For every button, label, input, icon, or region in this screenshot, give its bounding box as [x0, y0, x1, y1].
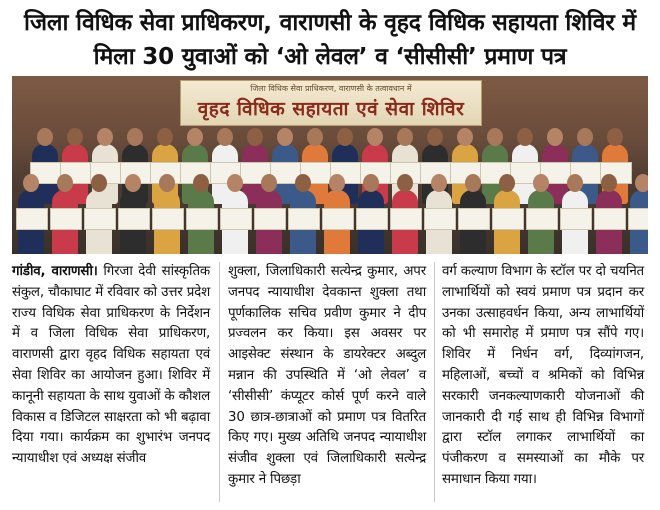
person-head — [91, 174, 107, 192]
person-head — [635, 174, 648, 192]
person-head — [601, 174, 617, 192]
headline-line-1: जिला विधिक सेवा प्राधिकरण, वाराणसी के वृहद विधिक सहायता शिविर में — [24, 10, 636, 36]
person-head — [517, 128, 533, 146]
person-head — [577, 128, 593, 146]
person-head — [307, 128, 323, 146]
certificate — [356, 208, 388, 230]
article-column-2 — [228, 262, 426, 491]
person-head — [193, 174, 209, 192]
person-head — [367, 128, 383, 146]
person-head — [547, 128, 563, 146]
column-3-text: वर्ग कल्याण विभाग के स्टॉल पर दो चयनित लाभार्थियों को स्वयं प्रमाण पत्र प्रदान कर उनका उत्साहवर्धन किया, अन्य लाभार्थियों को भी समारोह में प्रमाण पत्र सौंपे गए। शिविर में निर्धन वर्ग, दिव्यांगजन, महिलाओं, बच्चों व श्रमिकों को विभिन्न सरकारी जनकल्याणकारी योजनाओं की जानकारी दी गई साथ ही विभिन्न विभागों द्वारा स्टॉल लगाकर लाभार्थियों का पंजीकरण व समस्याओं का मौके पर समाधान किया गया। — [442, 264, 644, 487]
person-head — [499, 174, 515, 192]
column-2-text: शुक्ला, जिलाधिकारी सत्येन्द्र कुमार, अपर जनपद न्यायाधीश देवकान्त शुक्ला तथा पूर्णकालिक सचिव प्रवीण कुमार ने दीप प्रज्वलन कर किया। इस अवसर पर आइसेक्ट संस्थान के डायरेक्टर अब्दुल मन्नान की उपस्थिति में ‘ओ लेवल’ व ‘सीसीसी’ कंप्यूटर कोर्स पूर्ण करने वाले 30 छात्र-छात्राओं को प्रमाण पत्र वितरित किए गए। मुख्य अतिथि जनपद न्यायाधीश संजीव शुक्ला एवं जिलाधिकारी सत्येन्द्र कुमार ने पिछड़ा — [228, 264, 426, 487]
person-head — [37, 128, 53, 146]
person-head — [363, 174, 379, 192]
person-head — [431, 174, 447, 192]
certificate — [288, 208, 320, 230]
person-head — [67, 128, 83, 146]
person-head — [125, 174, 141, 192]
person-head — [337, 128, 353, 146]
certificate — [16, 208, 48, 230]
person-head — [57, 174, 73, 192]
certificate — [50, 208, 82, 230]
headline — [8, 6, 652, 74]
person-head — [607, 128, 623, 146]
certificate — [560, 208, 592, 230]
person-head — [127, 128, 143, 146]
article-column-3 — [442, 262, 644, 491]
certificate — [254, 208, 286, 230]
person-head — [97, 128, 113, 146]
certificate — [594, 208, 626, 230]
person-head — [261, 174, 277, 192]
person-head — [247, 128, 263, 146]
dateline: गांडीव, वाराणसी। — [12, 264, 98, 279]
person-head — [23, 174, 39, 192]
person-head — [187, 128, 203, 146]
column-divider — [434, 262, 435, 502]
certificate — [152, 208, 184, 230]
certificate — [458, 208, 490, 230]
person-head — [217, 128, 233, 146]
headline-line-2: मिला 30 युवाओं को ‘ओ लेवल’ व ‘सीसीसी’ प्रमाण पत्र — [93, 44, 567, 70]
column-divider — [219, 262, 220, 502]
person-head — [295, 174, 311, 192]
certificate — [186, 208, 218, 230]
person-head — [329, 174, 345, 192]
certificate — [84, 208, 116, 230]
person-head — [227, 174, 243, 192]
person-head — [427, 128, 443, 146]
banner-subtitle: जिला विधिक सेवा प्राधिकरण, वाराणसी के तत्वावधान में — [250, 84, 412, 93]
person-head — [457, 128, 473, 146]
banner-title: वृहद विधिक सहायता एवं सेवा शिविर — [197, 98, 465, 120]
group-photo — [12, 76, 648, 254]
person-head — [465, 174, 481, 192]
certificate — [526, 208, 558, 230]
person-head — [159, 174, 175, 192]
person-head — [487, 128, 503, 146]
person-head — [397, 128, 413, 146]
certificate — [322, 208, 354, 230]
certificate — [390, 208, 422, 230]
certificate — [118, 208, 150, 230]
column-1-text: गिरजा देवी सांस्कृतिक संकुल, चौकाघाट में रविवार को उत्तर प्रदेश राज्य विधिक सेवा प्राधिकरण के निर्देशन में व जिला विधिक सेवा प्राधिकरण, वाराणसी द्वारा वृहद विधिक सहायता एवं सेवा शिविर का आयोजन हुआ। शिविर में कानूनी सहायता के साथ युवाओं के कौशल विकास व डिजिटल साक्षरता को भी बढ़ावा दिया गया। कार्यक्रम का शुभारंभ जनपद न्यायाधीश एवं अध्यक्ष संजीव — [12, 264, 211, 467]
person-head — [277, 128, 293, 146]
certificate — [492, 208, 524, 230]
person-head — [397, 174, 413, 192]
event-banner — [180, 80, 482, 126]
person-head — [567, 174, 583, 192]
certificate — [220, 208, 252, 230]
certificate — [628, 208, 648, 230]
person-head — [533, 174, 549, 192]
person-head — [157, 128, 173, 146]
article-column-1 — [12, 262, 210, 470]
certificate — [424, 208, 456, 230]
